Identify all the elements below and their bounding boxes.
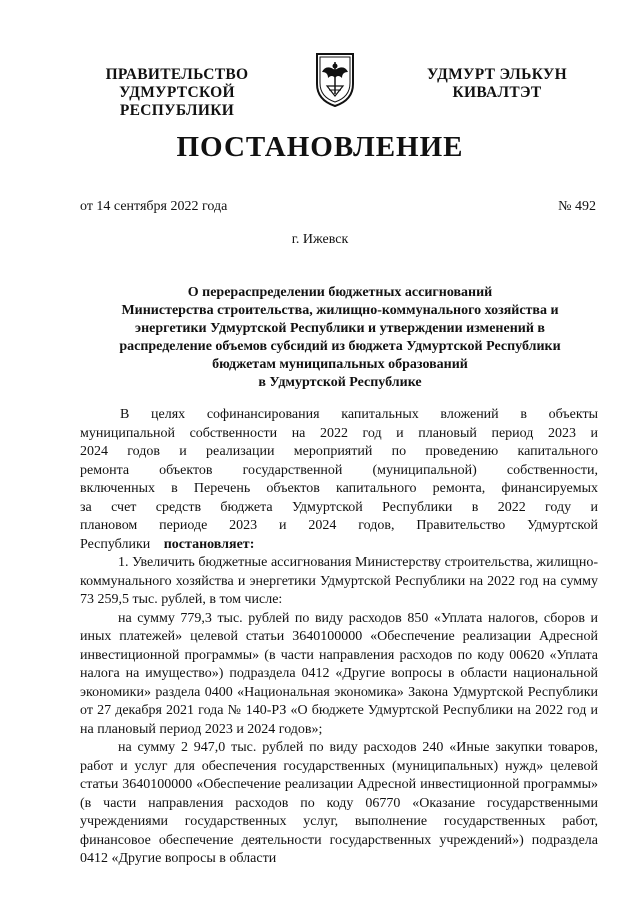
document-subject bbox=[80, 284, 600, 392]
subject-line: бюджетам муниципальных образований bbox=[212, 357, 468, 372]
operative-word: постановляет bbox=[163, 536, 250, 552]
document-title: ПОСТАНОВЛЕНИЕ bbox=[176, 131, 464, 163]
body-paragraph: на сумму 779,3 тыс. рублей по виду расходов 850 «Уплата налогов, сборов и иных платежей» целевой статьи 3640100000 «Обеспечение реализации Адресной инвестиционной программы» (в части направления расходов по коду 00620 «Уплата налога на имущество») подраздела 0412 «Другие вопросы в области национальной экономики» раздела 0400 «Национальная экономика» Закона Удмуртской Республики от 27 декабря 2021 года № 140-РЗ «О бюджете Удмуртской Республики на 2022 год и на плановый период 2023 и 2024 годов»; bbox=[80, 610, 598, 737]
subject-line: О перераспределении бюджетных ассигнований bbox=[187, 285, 493, 300]
issuer-name-line2: УДМУРТСКОЙ РЕСПУБЛИКИ bbox=[119, 84, 235, 119]
issuer-name-line1: ПРАВИТЕЛЬСТВО bbox=[105, 66, 249, 83]
document-date: от 14 сентября 2022 года bbox=[80, 199, 228, 214]
body-paragraph bbox=[80, 406, 598, 554]
issuer-name-udmurt bbox=[402, 66, 592, 102]
body-paragraph: на сумму 2 947,0 тыс. рублей по виду расходов 240 «Иные закупки товаров, работ и услуг для обеспечения государственных (муниципальных) нужд» целевой статьи 3640100000 «Обеспечение реализации Адресной инвестиционной программы» (в части направления расходов по коду 06770 «Оказание государственными учреждениями государственных услуг, выполнение государственных работ, финансовое обеспечение деятельности государственных учреждений») подраздела 0412 «Другие вопросы в области bbox=[80, 740, 598, 866]
subject-line: распределение объемов субсидий из бюджета Удмуртской Республики bbox=[119, 339, 561, 354]
subject-line: энергетики Удмуртской Республики и утверждении изменений в bbox=[135, 321, 545, 336]
paragraph-text: В целях софинансирования капитальных вложений в объекты муниципальной собственности на 2022 год и плановый период 2023 и 2024 годов и реализации мероприятий по проведению капитального ремонта объектов государственной (муниципальной) собственности, включенных в Перечень объектов капитального ремонта, финансируемых за счет средств бюджета Удмуртской Республики в 2022 году и плановом периоде 2023 и 2024 годов, Правительство Удмуртской Республики bbox=[80, 407, 598, 552]
issuer-udmurt-line2: КИВАЛТЭТ bbox=[452, 84, 542, 101]
operative-colon: : bbox=[249, 536, 255, 552]
issuer-name-russian bbox=[72, 66, 282, 120]
document-city: г. Ижевск bbox=[291, 232, 349, 247]
subject-line: Министерства строительства, жилищно-коммунального хозяйства и bbox=[121, 303, 559, 318]
issuer-udmurt-line1: УДМУРТ ЭЛЬКУН bbox=[427, 66, 567, 83]
document-body bbox=[80, 406, 598, 869]
body-paragraph: 1. Увеличить бюджетные ассигнования Министерству строительства, жилищно-коммунального хозяйства и энергетики Удмуртской Республики на 2022 год на сумму 73 259,5 тыс. рублей, в том числе: bbox=[80, 555, 598, 607]
document-number: № 492 bbox=[558, 199, 596, 214]
subject-line: в Удмуртской Республике bbox=[258, 375, 422, 390]
udmurt-coat-of-arms-icon bbox=[314, 50, 356, 108]
